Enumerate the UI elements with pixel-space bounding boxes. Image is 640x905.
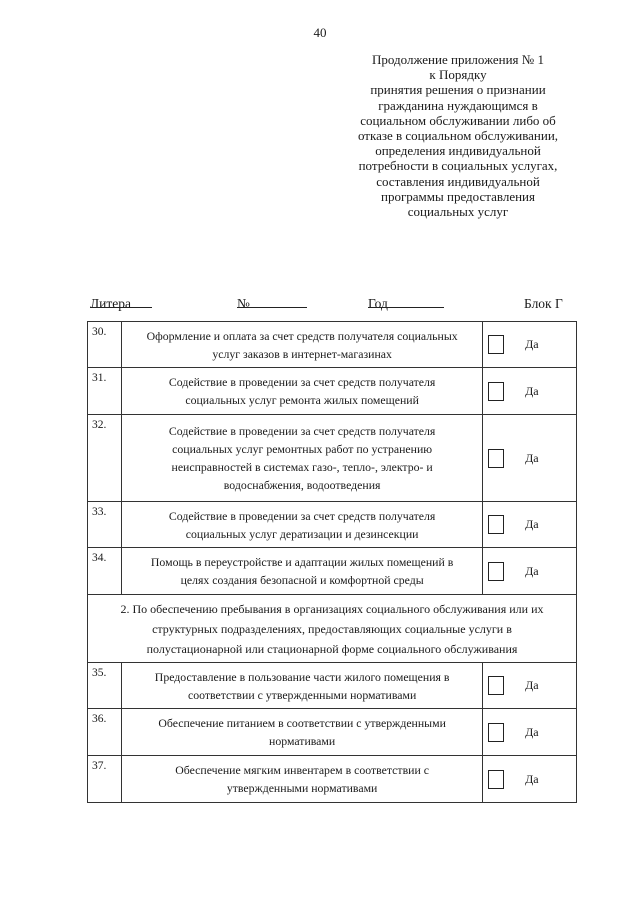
- service-description: [122, 368, 483, 415]
- table-row: [88, 368, 577, 415]
- number-blank[interactable]: [237, 296, 307, 308]
- header-line: составления индивидуальной: [376, 173, 540, 189]
- table-row: [88, 663, 577, 709]
- desc-line: неисправностей в системах газо-, тепло-, электро- и: [171, 460, 433, 474]
- row-number: 31.: [88, 368, 122, 415]
- year-label: Год: [368, 296, 388, 311]
- yes-label: Да: [525, 678, 539, 692]
- table-row: [88, 709, 577, 756]
- page-number: 40: [313, 25, 327, 40]
- table-row: [88, 415, 577, 502]
- desc-line: Оформление и оплата за счет средств получателя социальных: [146, 328, 458, 343]
- header-line: социальном обслуживании либо об: [360, 112, 556, 128]
- answer-cell: [483, 709, 577, 756]
- litera-label: Литера: [90, 296, 132, 311]
- header-line: к Порядку: [429, 67, 487, 83]
- appendix-header: [338, 52, 578, 219]
- block-label: Блок Г: [524, 296, 563, 311]
- service-description: [122, 709, 483, 756]
- answer-cell: [483, 322, 577, 368]
- desc-line: Содействие в проведении за счет средств получателя: [168, 375, 436, 389]
- desc-line: целях создания безопасной и комфортной среды: [180, 573, 424, 587]
- yes-checkbox[interactable]: [488, 562, 504, 581]
- section-line: структурных подразделениях, предоставляющих социальные услуги в: [152, 621, 512, 636]
- yes-label: Да: [525, 563, 539, 578]
- table-row: [88, 548, 577, 595]
- header-line: Продолжение приложения № 1: [372, 52, 544, 67]
- header-line: отказе в социальном обслуживании,: [357, 128, 559, 144]
- yes-label: Да: [525, 771, 539, 786]
- service-description: [122, 756, 483, 803]
- header-line: определения индивидуальной: [375, 143, 541, 159]
- desc-line: социальных услуг ремонта жилых помещений: [185, 393, 419, 407]
- table-row: [88, 322, 577, 368]
- desc-line: Обеспечение питанием в соответствии с утвержденными: [158, 716, 446, 730]
- desc-line: нормативами: [269, 734, 336, 748]
- yes-checkbox[interactable]: [488, 335, 504, 354]
- service-description: [122, 415, 483, 502]
- yes-checkbox[interactable]: [488, 770, 504, 789]
- yes-label: Да: [525, 450, 539, 465]
- row-number: 32.: [88, 415, 122, 502]
- desc-line: Содействие в проведении за счет средств получателя: [168, 424, 436, 438]
- row-number: 35.: [88, 663, 122, 709]
- yes-label: Да: [525, 337, 539, 351]
- table-row: [88, 502, 577, 548]
- services-table: [87, 321, 577, 803]
- header-line: принятия решения о признании: [370, 82, 546, 98]
- header-line: гражданина нуждающимся в: [378, 97, 538, 113]
- year-blank[interactable]: [368, 296, 444, 308]
- desc-line: социальных услуг дератизации и дезинсекции: [185, 526, 419, 541]
- answer-cell: [483, 548, 577, 595]
- number-label: №: [237, 296, 250, 311]
- row-number: 36.: [88, 709, 122, 756]
- desc-line: водоснабжения, водоотведения: [223, 478, 381, 492]
- row-number: 30.: [88, 322, 122, 368]
- header-line: программы предоставления: [381, 188, 535, 204]
- desc-line: соответствии с утвержденными нормативами: [187, 687, 417, 702]
- desc-line: социальных услуг ремонтных работ по устранению: [172, 442, 433, 456]
- answer-cell: [483, 368, 577, 415]
- row-number: 33.: [88, 502, 122, 548]
- yes-checkbox[interactable]: [488, 515, 504, 534]
- desc-line: Обеспечение мягким инвентарем в соответствии с: [175, 763, 429, 777]
- desc-line: Предоставление в пользование части жилого помещения в: [154, 669, 450, 684]
- section-heading: [88, 595, 577, 663]
- section-header-row: [88, 595, 577, 663]
- service-description: [122, 663, 483, 709]
- answer-cell: [483, 415, 577, 502]
- form-meta-line: [90, 296, 578, 314]
- answer-cell: [483, 502, 577, 548]
- yes-checkbox[interactable]: [488, 676, 504, 695]
- yes-label: Да: [525, 383, 539, 398]
- section-line: 2. По обеспечению пребывания в организациях социального обслуживания или их: [120, 601, 544, 616]
- desc-line: Содействие в проведении за счет средств получателя: [168, 508, 436, 523]
- row-number: 37.: [88, 756, 122, 803]
- table-row: [88, 756, 577, 803]
- answer-cell: [483, 663, 577, 709]
- service-description: [122, 548, 483, 595]
- yes-checkbox[interactable]: [488, 382, 504, 401]
- desc-line: Помощь в переустройстве и адаптации жилых помещений в: [150, 555, 454, 569]
- yes-label: Да: [525, 517, 539, 531]
- service-description: [122, 502, 483, 548]
- row-number: 34.: [88, 548, 122, 595]
- desc-line: утвержденными нормативами: [226, 781, 378, 795]
- answer-cell: [483, 756, 577, 803]
- yes-checkbox[interactable]: [488, 723, 504, 742]
- yes-checkbox[interactable]: [488, 449, 504, 468]
- service-description: [122, 322, 483, 368]
- litera-blank[interactable]: [90, 296, 152, 308]
- header-line: социальных услуг: [407, 204, 509, 220]
- header-line: потребности в социальных услугах,: [358, 158, 558, 174]
- section-line: полустационарной или стационарной форме социального обслуживания: [146, 641, 518, 656]
- yes-label: Да: [525, 724, 539, 739]
- desc-line: услуг заказов в интернет-магазинах: [212, 346, 392, 361]
